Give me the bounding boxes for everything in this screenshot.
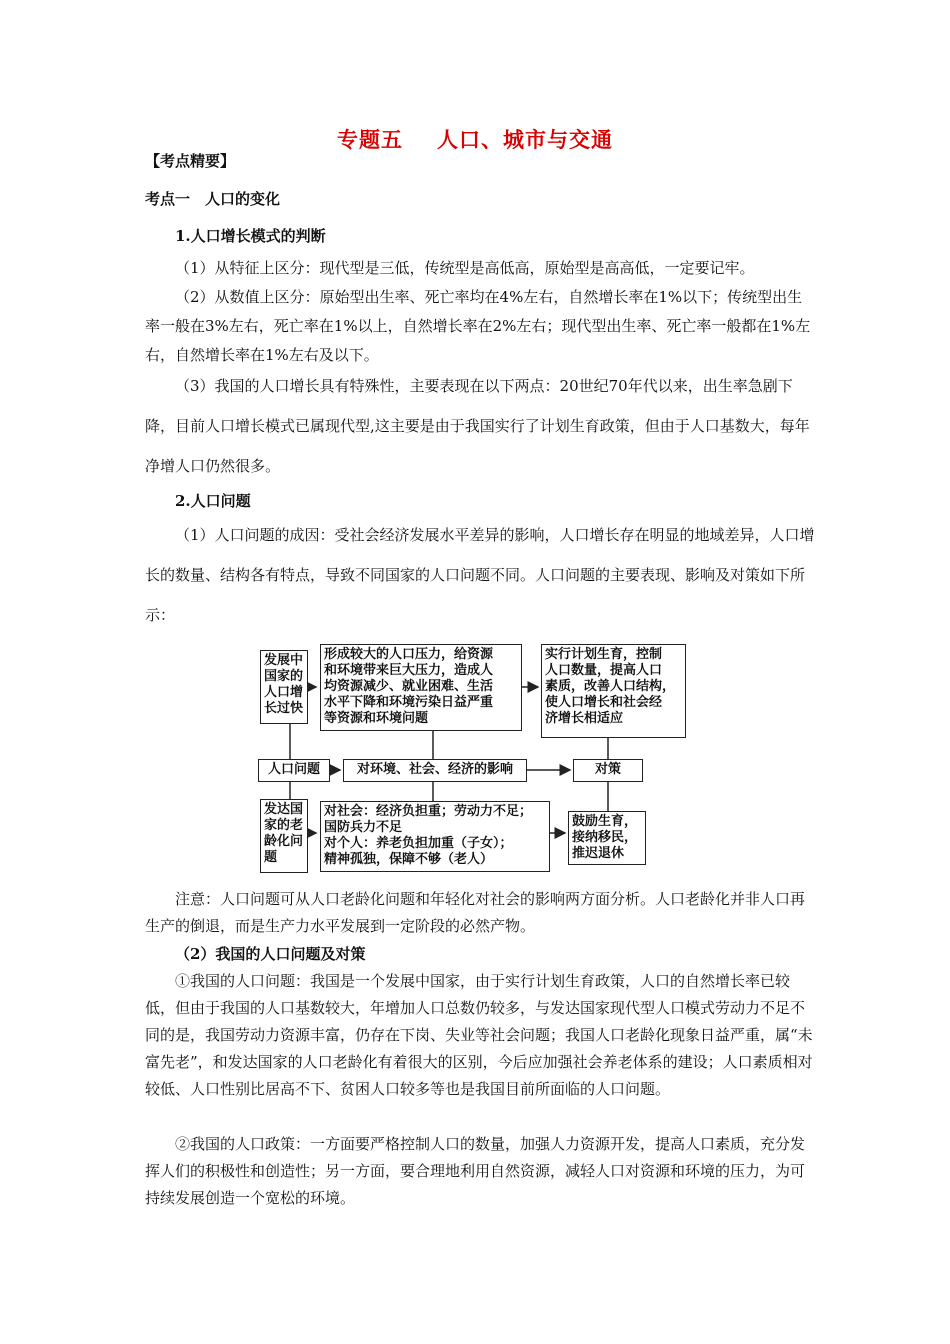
note-paragraph: 注意：人口问题可从人口老龄化问题和年轻化对社会的影响两方面分析。人口老龄化并非人口再生产的倒退，而是生产力水平发展到一定阶段的必然产物。: [145, 890, 806, 935]
page-title: [0, 124, 950, 154]
point1-heading: 考点一 人口的变化: [145, 190, 281, 208]
sub2-heading: 2.人口问题: [175, 492, 251, 510]
population-problem-diagram: [254, 641, 690, 873]
title-subject: 人口、城市与交通: [437, 127, 613, 152]
box-encourage-birth: 鼓励生育， 接纳移民， 推迟退休: [568, 811, 646, 865]
box-resource-pressure: 形成较大的人口压力，给资源 和环境带来巨大压力，造成人 均资源减少、就业困难、生活 水平下降和环境污染日益严重 等资源和环境问题: [320, 644, 522, 731]
title-topic: 专题五: [337, 127, 403, 152]
sub1-heading: 1.人口增长模式的判断: [175, 227, 326, 245]
china-problem-paragraph: ①我国的人口问题：我国是一个发展中国家，由于实行计划生育政策，人口的自然增长率已较低，但由于我国的人口基数较大，年增加人口总数仍较多，与发达国家现代型人口模式劳动力不足不同的是，我国劳动力资源丰富，仍存在下岗、失业等社会问题；我国人口老龄化现象日益严重，属“未富先老”，和发达国家的人口老龄化有着很大的区别，今后应加强社会养老体系的建设；人口素质相对较低、人口性别比居高不下、贫困人口较多等也是我国目前所面临的人口问题。: [145, 972, 813, 1098]
box-measures: 对策: [573, 759, 643, 782]
box-population-problem: 人口问题: [258, 759, 330, 782]
sub1-paragraph-3: （3）我国的人口增长具有特殊性，主要表现在以下两点：20世纪70年代以来，出生率急剧下降，目前人口增长模式已属现代型,这主要是由于我国实行了计划生育政策，但由于人口基数大，每年净增人口仍然很多。: [145, 377, 810, 475]
box-impact: 对环境、社会、经济的影响: [343, 759, 527, 782]
box-aging-problem: 发达国 家的老 龄化问 题: [260, 799, 308, 873]
box-developing-country: 发展中 国家的 人口增 长过快: [260, 650, 308, 724]
sub1-paragraph-1: （1）从特征上区分：现代型是三低，传统型是高低高，原始型是高高低，一定要记牢。: [175, 259, 755, 277]
box-aging-burden: 对社会：经济负担重；劳动力不足； 国防兵力不足 对个人：养老负担加重（子女）； 精神孤独，保障不够（老人）: [320, 801, 550, 872]
china-policy-paragraph: ②我国的人口政策：一方面要严格控制人口的数量，加强人力资源开发，提高人口素质，充分发挥人们的积极性和创造性；另一方面，要合理地利用自然资源，减轻人口对资源和环境的压力，为可持续发展创造一个宽松的环境。: [145, 1135, 806, 1207]
section-label: 【考点精要】: [145, 152, 236, 170]
sub2-2-heading: （2）我国的人口问题及对策: [175, 945, 366, 963]
box-policy-measures: 实行计划生育，控制 人口数量，提高人口 素质，改善人口结构， 使人口增长和社会经 济增长相适应: [541, 644, 686, 738]
sub1-paragraph-2: （2）从数值上区分：原始型出生率、死亡率均在4%左右，自然增长率在1%以下；传统型出生率一般在3%左右，死亡率在1%以上，自然增长率在2%左右；现代型出生率、死亡率一般都在1%左右，自然增长率在1%左右及以下。: [145, 288, 811, 364]
sub2-paragraph-1: （1）人口问题的成因：受社会经济发展水平差异的影响，人口增长存在明显的地域差异，人口增长的数量、结构各有特点，导致不同国家的人口问题不同。人口问题的主要表现、影响及对策如下所示：: [145, 526, 815, 624]
